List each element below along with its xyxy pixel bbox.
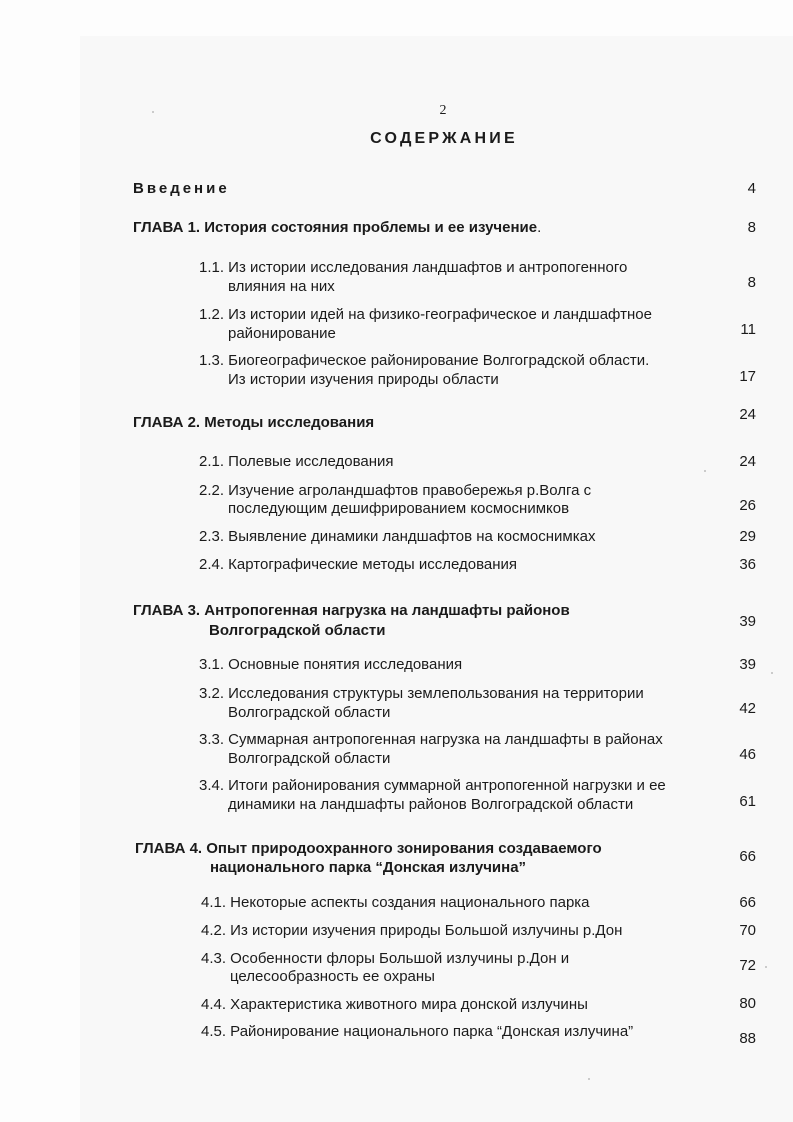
scan-speck (704, 470, 706, 472)
page-number: 2 (439, 103, 447, 118)
toc-section-4-3-page: 72 (739, 957, 756, 974)
contents-title: СОДЕРЖАНИЕ (370, 130, 518, 147)
toc-section-1-1-line1: 1.1. Из истории исследования ландшафтов и антропогенного (199, 259, 628, 276)
scan-speck (765, 966, 767, 968)
toc-chapter-4-title-line1: ГЛАВА 4. Опыт природоохранного зонирования создаваемого (135, 840, 602, 857)
toc-section-4-4-line1: 4.4. Характеристика животного мира донской излучины (201, 996, 588, 1013)
scan-speck (152, 111, 154, 113)
toc-section-2-2-page: 26 (739, 497, 756, 514)
toc-section-2-1-page: 24 (739, 453, 756, 470)
toc-section-1-1-line2: влияния на них (228, 278, 335, 295)
toc-section-3-3-line1: 3.3. Суммарная антропогенная нагрузка на ландшафты в районах (199, 731, 663, 748)
toc-section-1-2-line1: 1.2. Из истории идей на физико-географическое и ландшафтное (199, 306, 652, 323)
toc-section-4-4-page: 80 (739, 995, 756, 1012)
toc-section-4-5-line1: 4.5. Районирование национального парка “Донская излучина” (201, 1023, 634, 1040)
toc-chapter-1-page: 8 (747, 219, 756, 236)
toc-section-2-2-line1: 2.2. Изучение агроландшафтов правобережья р.Волга с (199, 482, 592, 499)
toc-section-2-4-line1: 2.4. Картографические методы исследования (199, 556, 518, 573)
toc-intro-page: 4 (747, 180, 756, 197)
scan-speck (588, 1078, 590, 1080)
toc-section-3-4-line1: 3.4. Итоги районирования суммарной антропогенной нагрузки и ее (199, 777, 666, 794)
toc-intro-label: Введение (133, 180, 230, 197)
toc-chapter-3-title-line2: Волгоградской области (209, 622, 386, 639)
toc-section-1-3-page: 17 (739, 368, 756, 385)
toc-section-4-3-line1: 4.3. Особенности флоры Большой излучины р.Дон и (201, 950, 570, 967)
toc-section-4-5-page: 88 (739, 1030, 756, 1047)
toc-section-3-1-page: 39 (739, 656, 756, 673)
toc-chapter-2-title: ГЛАВА 2. Методы исследования (133, 414, 375, 431)
toc-section-3-2-line2: Волгоградской области (228, 704, 391, 721)
toc-chapter-3-title-line1: ГЛАВА 3. Антропогенная нагрузка на ландшафты районов (133, 602, 570, 619)
toc-chapter-4-title-line2: национального парка “Донская излучина” (210, 859, 527, 876)
toc-chapter-3-page: 39 (739, 613, 756, 630)
toc-section-1-2-line2: районирование (228, 325, 336, 342)
toc-section-3-3-page: 46 (739, 746, 756, 763)
scan-speck (771, 672, 773, 674)
toc-section-2-3-line1: 2.3. Выявление динамики ландшафтов на космоснимках (199, 528, 596, 545)
toc-section-1-3-line2: Из истории изучения природы области (228, 371, 499, 388)
toc-section-3-1-line1: 3.1. Основные понятия исследования (199, 656, 463, 673)
toc-section-4-1-page: 66 (739, 894, 756, 911)
toc-section-1-1-page: 8 (747, 274, 756, 291)
toc-section-2-4-page: 36 (739, 556, 756, 573)
toc-section-4-3-line2: целесообразность ее охраны (230, 968, 435, 985)
toc-chapter-4-page: 66 (739, 848, 756, 865)
toc-section-3-2-line1: 3.2. Исследования структуры землепользования на территории (199, 685, 644, 702)
toc-section-3-4-page: 61 (739, 793, 756, 810)
toc-section-2-1-line1: 2.1. Полевые исследования (199, 453, 394, 470)
toc-section-2-2-line2: последующим дешифрированием космоснимков (228, 500, 570, 517)
toc-section-4-1-line1: 4.1. Некоторые аспекты создания национального парка (201, 894, 590, 911)
toc-section-3-3-line2: Волгоградской области (228, 750, 391, 767)
toc-section-2-3-page: 29 (739, 528, 756, 545)
toc-chapter-1-title: ГЛАВА 1. История состояния проблемы и ее изучение. (133, 219, 542, 236)
toc-section-1-3-line1: 1.3. Биогеографическое районирование Волгоградской области. (199, 352, 650, 369)
toc-section-3-2-page: 42 (739, 700, 756, 717)
toc-section-3-4-line2: динамики на ландшафты районов Волгоградской области (228, 796, 634, 813)
toc-chapter-2-page: 24 (739, 406, 756, 423)
toc-section-4-2-page: 70 (739, 922, 756, 939)
toc-section-1-2-page: 11 (740, 321, 756, 338)
toc-section-4-2-line1: 4.2. Из истории изучения природы Большой излучины р.Дон (201, 922, 623, 939)
